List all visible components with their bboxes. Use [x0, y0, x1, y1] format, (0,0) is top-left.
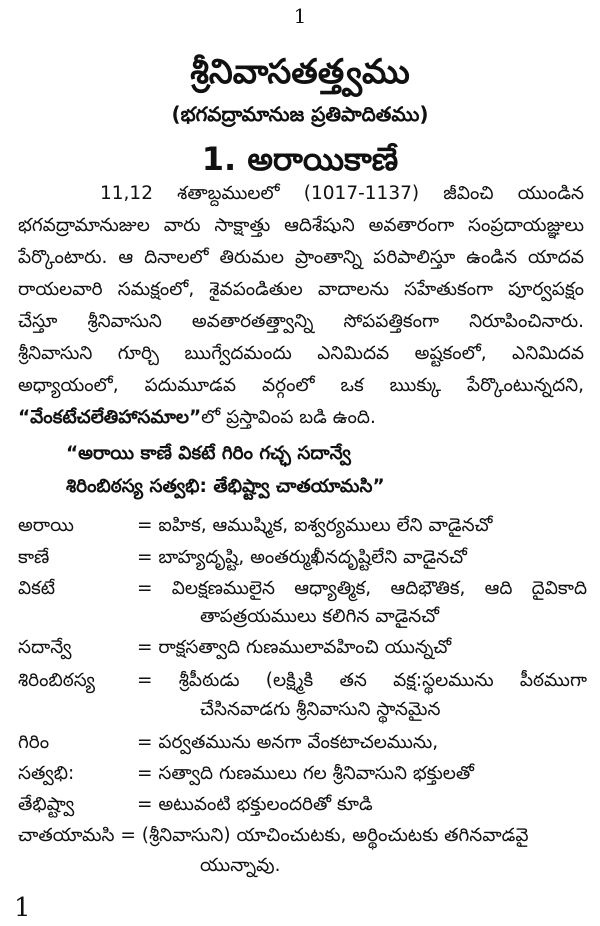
glossary-definition: = రాక్షసత్వాది గుణములావహించి యున్నచో [137, 637, 452, 658]
glossary-definition: = బాహ్యదృష్టి, అంతర్ముఖీనదృష్టిలేని వాడైనచో [137, 547, 467, 568]
glossary-term: సదాన్వే [18, 637, 72, 658]
glossary-definition-continued: తాపత్రయములు కలిగిన వాడైనచో [200, 606, 440, 627]
glossary-definition: = విలక్షణములైన ఆధ్యాత్మిక, ఆదిభౌతిక, ఆది దైవికాది [137, 578, 587, 599]
glossary-definition: = అటువంటి భక్తులందరితో కూడి [137, 794, 373, 815]
paragraph-line: చేస్తూ శ్రీనివాసుని అవతారతత్త్వాన్ని సోపపత్తికంగా నిరూపించినారు. [18, 311, 584, 332]
glossary-term [18, 825, 529, 850]
glossary-term: శిరింబిఠస్య [18, 670, 96, 691]
verse-line: “అరాయి కాణే వికటే గిరిం గచ్ఛ సదాన్వే [66, 443, 351, 464]
paragraph-line: శ్రీనివాసుని గూర్చి ఋగ్వేదమందు ఎనిమిదవ అష్టకంలో, ఎనిమిదవ [18, 343, 584, 364]
glossary-definition: = సత్వాది గుణములు గల శ్రీనివాసుని భక్తులతో [137, 763, 474, 784]
glossary-term: సత్వభి: [18, 763, 75, 784]
glossary-term: అరాయి [18, 515, 74, 536]
source-title: “వేంకటేచలేతిహాసమాల” [18, 407, 202, 428]
glossary-term: కాణే [18, 547, 50, 568]
glossary-term: గిరిం [18, 732, 50, 753]
paragraph-line: రాయలవారి సమక్షంలో, శైవపండితుల వాదాలను సహేతుకంగా పూర్వపక్షం [18, 279, 584, 300]
paragraph-line: భగవద్రామానుజుల వారు సాక్షాత్తు ఆదిశేషుని అవతారంగా సంప్రదాయజ్ఞులు [18, 215, 584, 236]
glossary-term: వికటే [18, 578, 56, 599]
glossary-definition: = ఐహిక, ఆముష్మిక, ఐశ్వర్యములు లేని వాడైనచో [137, 515, 493, 536]
verse-line: శిరింబిఠస్య సత్వభి: తేభిష్ట్వా చాతయామసి” [66, 476, 385, 497]
glossary-definition-continued: యున్నావు. [200, 855, 281, 876]
paragraph-line: అధ్యాయంలో, పదుమూడవ వర్గంలో ఒక ఋక్కు పేర్కొంటున్నదని, [18, 375, 584, 396]
glossary-definition: = పర్వతమును అనగా వేంకటాచలమును, [137, 732, 439, 753]
glossary-term: తేభిష్ట్వా [18, 794, 75, 815]
paragraph-line: 11,12 శతాబ్దములలో (1017-1137) జీవించి యుండిన [100, 183, 584, 204]
paragraph-line [18, 407, 584, 432]
paragraph-line-text: లో ప్రస్తావింప బడి ఉంది. [201, 407, 376, 428]
glossary-definition: = (శ్రీనివాసుని) యాచించుటకు, అర్థించుటకు తగినవాడవై [120, 825, 529, 846]
page-title: శ్రీనివాసతత్త్వము [190, 52, 410, 92]
page-number-top: 1 [293, 4, 307, 28]
footer-page-number: 1 [14, 893, 31, 923]
chapter-heading: 1. అరాయికాణే [201, 140, 399, 178]
page-subtitle: (భగవద్రామానుజ ప్రతిపాదితము) [171, 102, 429, 126]
glossary-term-text: చాతయామసి [18, 825, 115, 846]
glossary-definition-continued: చేసినవాడగు శ్రీనివాసుని స్థానమైన [200, 699, 441, 720]
paragraph-line: పేర్కొంటారు. ఆ దినాలలో తిరుమల ప్రాంతాన్ని పరిపాలిస్తూ ఉండిన యాదవ [18, 247, 584, 268]
glossary-definition: = శ్రీపీఠుడు (లక్ష్మికి తన వక్ష:స్థలమును పీఠముగా [137, 670, 587, 691]
